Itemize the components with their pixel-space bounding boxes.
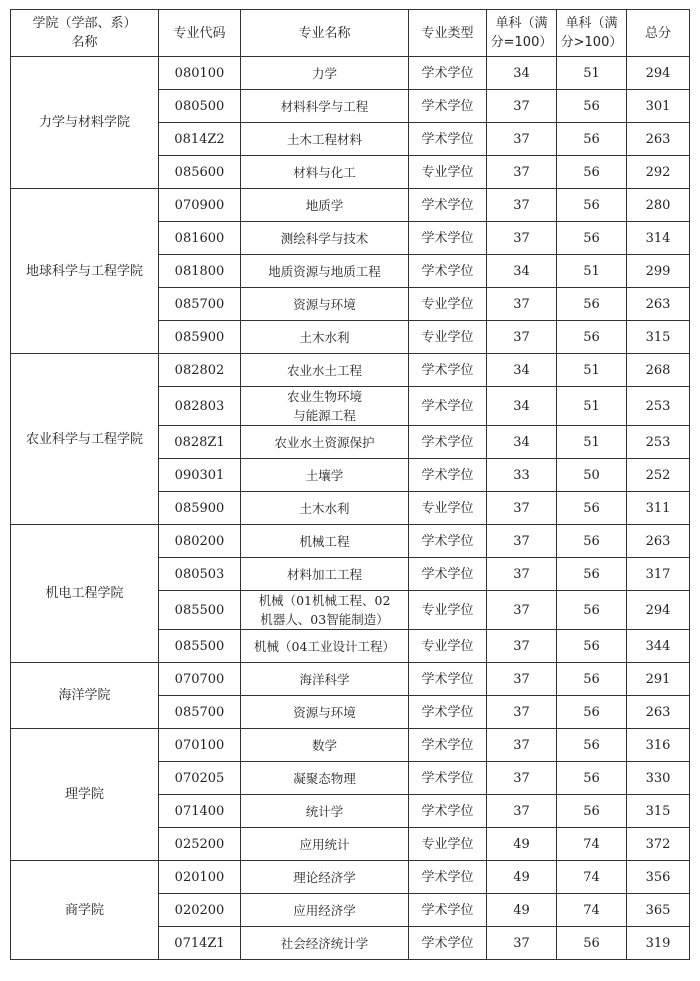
score-table-container <box>10 9 690 960</box>
major-name-cell: 材料加工工程 <box>241 558 409 591</box>
single-over-100-score-cell: 51 <box>557 426 627 459</box>
total-score-cell: 292 <box>627 156 690 189</box>
total-score-cell: 314 <box>627 222 690 255</box>
table-row <box>11 861 690 894</box>
major-code-cell: 0828Z1 <box>159 426 241 459</box>
total-score-cell: 299 <box>627 255 690 288</box>
single-100-score-cell: 34 <box>487 57 557 90</box>
table-header-row <box>11 10 690 57</box>
major-type-cell: 学术学位 <box>409 459 487 492</box>
total-score-cell: 356 <box>627 861 690 894</box>
single-over-100-score-cell: 56 <box>557 288 627 321</box>
major-code-cell: 085600 <box>159 156 241 189</box>
major-type-cell: 学术学位 <box>409 894 487 927</box>
major-type-cell: 专业学位 <box>409 630 487 663</box>
single-over-100-score-cell: 74 <box>557 828 627 861</box>
major-type-cell: 学术学位 <box>409 354 487 387</box>
major-name-cell: 地质资源与地质工程 <box>241 255 409 288</box>
total-score-cell: 263 <box>627 123 690 156</box>
college-name-cell: 农业科学与工程学院 <box>11 354 159 525</box>
major-name-cell: 应用统计 <box>241 828 409 861</box>
total-score-cell: 344 <box>627 630 690 663</box>
major-name-cell: 材料与化工 <box>241 156 409 189</box>
single-over-100-score-cell: 56 <box>557 189 627 222</box>
single-over-100-score-cell: 56 <box>557 222 627 255</box>
major-name-cell: 测绘科学与技术 <box>241 222 409 255</box>
single-100-score-cell: 37 <box>487 288 557 321</box>
total-score-cell: 268 <box>627 354 690 387</box>
total-score-cell: 330 <box>627 762 690 795</box>
single-100-score-cell: 33 <box>487 459 557 492</box>
major-code-cell: 0814Z2 <box>159 123 241 156</box>
college-name-cell: 商学院 <box>11 861 159 960</box>
total-score-cell: 315 <box>627 795 690 828</box>
single-100-score-cell: 37 <box>487 321 557 354</box>
single-over-100-score-cell: 56 <box>557 630 627 663</box>
table-row <box>11 57 690 90</box>
major-type-cell: 学术学位 <box>409 525 487 558</box>
major-type-cell: 学术学位 <box>409 123 487 156</box>
header-major-type: 专业类型 <box>409 10 487 57</box>
major-name-cell: 资源与环境 <box>241 696 409 729</box>
total-score-cell: 372 <box>627 828 690 861</box>
single-100-score-cell: 37 <box>487 630 557 663</box>
major-code-cell: 085900 <box>159 492 241 525</box>
single-over-100-score-cell: 51 <box>557 387 627 426</box>
single-100-score-cell: 37 <box>487 558 557 591</box>
single-over-100-score-cell: 56 <box>557 696 627 729</box>
single-over-100-score-cell: 56 <box>557 795 627 828</box>
major-code-cell: 090301 <box>159 459 241 492</box>
major-type-cell: 专业学位 <box>409 156 487 189</box>
total-score-cell: 365 <box>627 894 690 927</box>
major-name-cell: 农业水土工程 <box>241 354 409 387</box>
single-over-100-score-cell: 56 <box>557 321 627 354</box>
major-code-cell: 020100 <box>159 861 241 894</box>
major-type-cell: 专业学位 <box>409 288 487 321</box>
major-type-cell: 学术学位 <box>409 927 487 960</box>
single-100-score-cell: 37 <box>487 222 557 255</box>
major-code-cell: 070205 <box>159 762 241 795</box>
single-100-score-cell: 37 <box>487 696 557 729</box>
single-100-score-cell: 34 <box>487 354 557 387</box>
header-major-name: 专业名称 <box>241 10 409 57</box>
major-name-cell: 海洋科学 <box>241 663 409 696</box>
major-name-cell: 力学 <box>241 57 409 90</box>
single-100-score-cell: 37 <box>487 663 557 696</box>
total-score-cell: 252 <box>627 459 690 492</box>
single-over-100-score-cell: 56 <box>557 156 627 189</box>
major-name-cell: 数学 <box>241 729 409 762</box>
single-100-score-cell: 37 <box>487 525 557 558</box>
single-over-100-score-cell: 51 <box>557 57 627 90</box>
major-name-cell: 土壤学 <box>241 459 409 492</box>
major-code-cell: 071400 <box>159 795 241 828</box>
total-score-cell: 263 <box>627 525 690 558</box>
major-name-cell: 材料科学与工程 <box>241 90 409 123</box>
total-score-cell: 317 <box>627 558 690 591</box>
single-100-score-cell: 37 <box>487 90 557 123</box>
major-code-cell: 080100 <box>159 57 241 90</box>
major-type-cell: 学术学位 <box>409 795 487 828</box>
total-score-cell: 263 <box>627 696 690 729</box>
major-code-cell: 070900 <box>159 189 241 222</box>
major-name-cell: 应用经济学 <box>241 894 409 927</box>
major-type-cell: 学术学位 <box>409 255 487 288</box>
major-code-cell: 082802 <box>159 354 241 387</box>
major-name-cell: 土木工程材料 <box>241 123 409 156</box>
total-score-cell: 301 <box>627 90 690 123</box>
single-100-score-cell: 37 <box>487 492 557 525</box>
total-score-cell: 280 <box>627 189 690 222</box>
major-code-cell: 081600 <box>159 222 241 255</box>
single-100-score-cell: 49 <box>487 828 557 861</box>
major-code-cell: 025200 <box>159 828 241 861</box>
major-code-cell: 081800 <box>159 255 241 288</box>
single-100-score-cell: 37 <box>487 762 557 795</box>
major-code-cell: 080500 <box>159 90 241 123</box>
major-code-cell: 082803 <box>159 387 241 426</box>
score-line-table <box>10 9 690 960</box>
table-row <box>11 189 690 222</box>
major-type-cell: 学术学位 <box>409 729 487 762</box>
header-single-over-100: 单科（满 分>100） <box>557 10 627 57</box>
single-100-score-cell: 37 <box>487 189 557 222</box>
major-type-cell: 专业学位 <box>409 828 487 861</box>
single-over-100-score-cell: 56 <box>557 663 627 696</box>
major-type-cell: 学术学位 <box>409 387 487 426</box>
single-over-100-score-cell: 50 <box>557 459 627 492</box>
major-type-cell: 学术学位 <box>409 426 487 459</box>
major-code-cell: 080200 <box>159 525 241 558</box>
total-score-cell: 291 <box>627 663 690 696</box>
major-code-cell: 085500 <box>159 591 241 630</box>
major-code-cell: 085700 <box>159 696 241 729</box>
single-100-score-cell: 37 <box>487 927 557 960</box>
single-100-score-cell: 34 <box>487 426 557 459</box>
major-name-cell: 资源与环境 <box>241 288 409 321</box>
major-type-cell: 学术学位 <box>409 861 487 894</box>
college-name-cell: 机电工程学院 <box>11 525 159 663</box>
major-name-cell: 农业水土资源保护 <box>241 426 409 459</box>
major-type-cell: 学术学位 <box>409 189 487 222</box>
single-100-score-cell: 34 <box>487 387 557 426</box>
single-100-score-cell: 49 <box>487 894 557 927</box>
major-type-cell: 专业学位 <box>409 492 487 525</box>
single-over-100-score-cell: 74 <box>557 894 627 927</box>
major-code-cell: 080503 <box>159 558 241 591</box>
single-over-100-score-cell: 56 <box>557 123 627 156</box>
major-name-cell: 社会经济统计学 <box>241 927 409 960</box>
single-100-score-cell: 37 <box>487 729 557 762</box>
major-type-cell: 学术学位 <box>409 696 487 729</box>
header-major-code: 专业代码 <box>159 10 241 57</box>
major-type-cell: 专业学位 <box>409 591 487 630</box>
major-code-cell: 070700 <box>159 663 241 696</box>
college-name-cell: 地球科学与工程学院 <box>11 189 159 354</box>
header-college: 学院（学部、系） 名称 <box>11 10 159 57</box>
college-name-cell: 海洋学院 <box>11 663 159 729</box>
major-name-cell: 统计学 <box>241 795 409 828</box>
major-type-cell: 学术学位 <box>409 663 487 696</box>
major-type-cell: 学术学位 <box>409 222 487 255</box>
total-score-cell: 253 <box>627 426 690 459</box>
single-over-100-score-cell: 74 <box>557 861 627 894</box>
total-score-cell: 319 <box>627 927 690 960</box>
major-name-cell: 地质学 <box>241 189 409 222</box>
major-type-cell: 专业学位 <box>409 321 487 354</box>
single-over-100-score-cell: 56 <box>557 927 627 960</box>
total-score-cell: 315 <box>627 321 690 354</box>
single-over-100-score-cell: 56 <box>557 525 627 558</box>
major-name-cell: 农业生物环境 与能源工程 <box>241 387 409 426</box>
major-name-cell: 机械（04工业设计工程） <box>241 630 409 663</box>
single-over-100-score-cell: 56 <box>557 558 627 591</box>
major-type-cell: 学术学位 <box>409 57 487 90</box>
table-row <box>11 663 690 696</box>
major-name-cell: 凝聚态物理 <box>241 762 409 795</box>
major-code-cell: 020200 <box>159 894 241 927</box>
header-total-score: 总分 <box>627 10 690 57</box>
major-name-cell: 机械（01机械工程、02 机器人、03智能制造） <box>241 591 409 630</box>
single-over-100-score-cell: 51 <box>557 354 627 387</box>
table-row <box>11 525 690 558</box>
single-over-100-score-cell: 56 <box>557 90 627 123</box>
single-over-100-score-cell: 56 <box>557 762 627 795</box>
college-name-cell: 理学院 <box>11 729 159 861</box>
single-100-score-cell: 37 <box>487 591 557 630</box>
header-single-100: 单科（满 分=100） <box>487 10 557 57</box>
total-score-cell: 311 <box>627 492 690 525</box>
single-100-score-cell: 49 <box>487 861 557 894</box>
single-100-score-cell: 37 <box>487 795 557 828</box>
major-code-cell: 085500 <box>159 630 241 663</box>
major-code-cell: 0714Z1 <box>159 927 241 960</box>
single-100-score-cell: 34 <box>487 255 557 288</box>
total-score-cell: 316 <box>627 729 690 762</box>
single-over-100-score-cell: 56 <box>557 591 627 630</box>
major-type-cell: 学术学位 <box>409 558 487 591</box>
table-body <box>11 57 690 960</box>
single-over-100-score-cell: 56 <box>557 729 627 762</box>
major-name-cell: 土木水利 <box>241 321 409 354</box>
major-code-cell: 085900 <box>159 321 241 354</box>
single-100-score-cell: 37 <box>487 123 557 156</box>
total-score-cell: 294 <box>627 57 690 90</box>
college-name-cell: 力学与材料学院 <box>11 57 159 189</box>
total-score-cell: 263 <box>627 288 690 321</box>
table-row <box>11 354 690 387</box>
table-row <box>11 729 690 762</box>
major-name-cell: 机械工程 <box>241 525 409 558</box>
single-over-100-score-cell: 51 <box>557 255 627 288</box>
single-over-100-score-cell: 56 <box>557 492 627 525</box>
major-type-cell: 学术学位 <box>409 762 487 795</box>
major-name-cell: 土木水利 <box>241 492 409 525</box>
major-code-cell: 070100 <box>159 729 241 762</box>
major-code-cell: 085700 <box>159 288 241 321</box>
major-name-cell: 理论经济学 <box>241 861 409 894</box>
major-type-cell: 学术学位 <box>409 90 487 123</box>
total-score-cell: 294 <box>627 591 690 630</box>
total-score-cell: 253 <box>627 387 690 426</box>
single-100-score-cell: 37 <box>487 156 557 189</box>
